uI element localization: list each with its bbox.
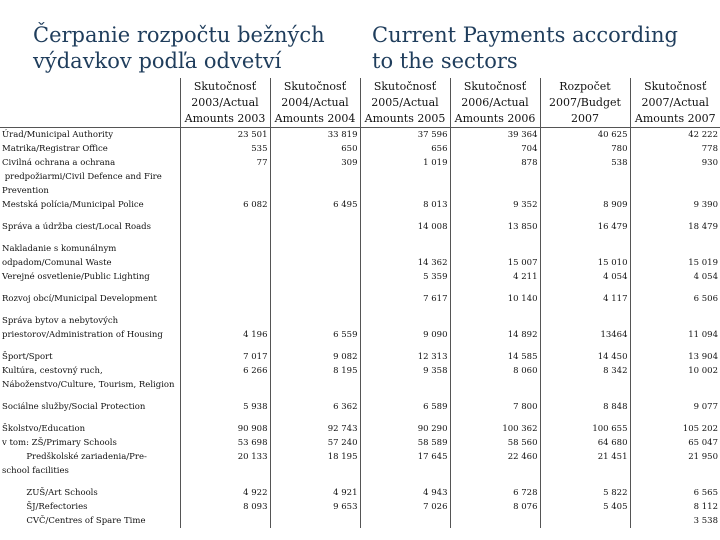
value-cell xyxy=(270,220,360,234)
spacer-cell xyxy=(0,392,180,400)
payments-table xyxy=(0,78,720,528)
spacer-cell xyxy=(0,414,180,422)
spacer-cell xyxy=(450,478,540,486)
spacer-cell xyxy=(450,392,540,400)
spacer-cell xyxy=(450,342,540,350)
spacer-cell xyxy=(360,306,450,314)
spacer-cell xyxy=(540,478,630,486)
spacer-cell xyxy=(180,306,270,314)
value-cell xyxy=(180,242,270,284)
table-row xyxy=(0,220,720,234)
spacer-cell xyxy=(180,392,270,400)
spacer-cell xyxy=(630,342,720,350)
value-cell: 10 140 xyxy=(450,292,540,306)
spacer-cell xyxy=(540,212,630,220)
value-cell xyxy=(180,220,270,234)
row-spacer xyxy=(0,392,720,400)
value-cell: 11 094 xyxy=(630,314,720,342)
spacer-cell xyxy=(0,234,180,242)
value-cell: 8 848 xyxy=(540,400,630,414)
spacer-cell xyxy=(450,414,540,422)
value-cell: 23 501 535 77 6 082 xyxy=(180,128,270,213)
title-english xyxy=(372,22,678,74)
spacer-cell xyxy=(270,342,360,350)
spacer-cell xyxy=(630,284,720,292)
spacer-cell xyxy=(0,284,180,292)
value-cell: 13 904 10 002 xyxy=(630,350,720,392)
column-header: Skutočnosť 2007/Actual Amounts 2007 xyxy=(630,78,720,128)
value-cell: 100 655 64 680 21 451 xyxy=(540,422,630,478)
table-row xyxy=(0,314,720,342)
column-header: Skutočnosť 2006/Actual Amounts 2006 xyxy=(450,78,540,128)
table-row xyxy=(0,350,720,392)
table-row xyxy=(0,128,720,213)
spacer-cell xyxy=(270,284,360,292)
value-cell: 9 082 8 195 xyxy=(270,350,360,392)
value-cell: 4 196 xyxy=(180,314,270,342)
spacer-cell xyxy=(450,306,540,314)
row-spacer xyxy=(0,478,720,486)
spacer-cell xyxy=(270,478,360,486)
value-cell: 5 822 5 405 xyxy=(540,486,630,528)
row-label: Školstvo/Education v tom: ZŠ/Primary Schools Predškolské zariadenia/Pre- school facilities xyxy=(2,424,147,476)
row-spacer xyxy=(0,342,720,350)
spacer-cell xyxy=(360,392,450,400)
title-slovak-line-1: Čerpanie rozpočtu bežných xyxy=(33,23,325,47)
spacer-cell xyxy=(180,342,270,350)
spacer-cell xyxy=(540,342,630,350)
value-cell xyxy=(270,292,360,306)
table-row xyxy=(0,242,720,284)
value-cell: 6 589 xyxy=(360,400,450,414)
column-header: Skutočnosť 2005/Actual Amounts 2005 xyxy=(360,78,450,128)
value-cell: 12 313 9 358 xyxy=(360,350,450,392)
value-cell: 13464 xyxy=(540,314,630,342)
table-header-row xyxy=(0,78,720,128)
spacer-cell xyxy=(360,414,450,422)
spacer-cell xyxy=(450,234,540,242)
value-cell: 14 008 xyxy=(360,220,450,234)
column-header: Rozpočet 2007/Budget 2007 xyxy=(540,78,630,128)
spacer-cell xyxy=(0,306,180,314)
value-cell: 42 222 778 930 9 390 xyxy=(630,128,720,213)
header-blank xyxy=(0,78,180,128)
spacer-cell xyxy=(0,342,180,350)
spacer-cell xyxy=(0,212,180,220)
row-label: Nakladanie s komunálnym odpadom/Comunal Waste Verejné osvetlenie/Public Lighting xyxy=(2,244,150,282)
value-cell: 37 596 656 1 019 8 013 xyxy=(360,128,450,213)
row-spacer xyxy=(0,306,720,314)
spacer-cell xyxy=(360,234,450,242)
value-cell: 105 202 65 047 21 950 xyxy=(630,422,720,478)
table-row xyxy=(0,292,720,306)
spacer-cell xyxy=(360,342,450,350)
value-cell: 4 922 8 093 xyxy=(180,486,270,528)
spacer-cell xyxy=(360,478,450,486)
value-cell: 14 585 8 060 xyxy=(450,350,540,392)
spacer-cell xyxy=(270,392,360,400)
value-cell: 4 921 9 653 xyxy=(270,486,360,528)
spacer-cell xyxy=(450,284,540,292)
row-label: Rozvoj obcí/Municipal Development xyxy=(2,294,157,304)
value-cell: 90 290 58 589 17 645 xyxy=(360,422,450,478)
value-cell: 7 617 xyxy=(360,292,450,306)
spacer-cell xyxy=(540,306,630,314)
spacer-cell xyxy=(270,414,360,422)
value-cell: 14 450 8 342 xyxy=(540,350,630,392)
title-slovak-line-2: výdavkov podľa odvetví xyxy=(33,49,282,73)
value-cell: 7 017 6 266 xyxy=(180,350,270,392)
value-cell: 14 892 xyxy=(450,314,540,342)
spacer-cell xyxy=(360,284,450,292)
spacer-cell xyxy=(540,392,630,400)
value-cell xyxy=(270,242,360,284)
spacer-cell xyxy=(630,234,720,242)
spacer-cell xyxy=(630,306,720,314)
value-cell: 15 007 4 211 xyxy=(450,242,540,284)
column-header: Skutočnosť 2003/Actual Amounts 2003 xyxy=(180,78,270,128)
spacer-cell xyxy=(630,414,720,422)
value-cell: 6 506 xyxy=(630,292,720,306)
spacer-cell xyxy=(360,212,450,220)
value-cell: 33 819 650 309 6 495 xyxy=(270,128,360,213)
value-cell: 9 077 xyxy=(630,400,720,414)
value-cell: 6 565 8 112 3 538 xyxy=(630,486,720,528)
table-row xyxy=(0,400,720,414)
table-row xyxy=(0,486,720,528)
spacer-cell xyxy=(450,212,540,220)
row-label: ZUŠ/Art Schools ŠJ/Refectories CVČ/Centres of Spare Time xyxy=(26,488,146,526)
spacer-cell xyxy=(540,234,630,242)
spacer-cell xyxy=(270,234,360,242)
spacer-cell xyxy=(180,212,270,220)
row-label: Správa a údržba ciest/Local Roads xyxy=(2,222,151,232)
value-cell xyxy=(180,292,270,306)
row-label: Šport/Sport Kultúra, cestovný ruch, Náboženstvo/Culture, Tourism, Religion xyxy=(2,352,175,390)
title-english-line-1: Current Payments according xyxy=(372,23,678,47)
spacer-cell xyxy=(180,284,270,292)
value-cell: 6 559 xyxy=(270,314,360,342)
value-cell: 7 800 xyxy=(450,400,540,414)
title-slovak xyxy=(33,22,325,74)
spacer-cell xyxy=(540,284,630,292)
spacer-cell xyxy=(180,414,270,422)
spacer-cell xyxy=(180,478,270,486)
value-cell: 16 479 xyxy=(540,220,630,234)
table-row xyxy=(0,422,720,478)
row-label: Úrad/Municipal Authority Matrika/Registrar Office Civilná ochrana a ochrana predpožiarmi/Civil Defence and Fire Prevention Mestská polícia/Municipal Police xyxy=(2,130,162,210)
row-spacer xyxy=(0,414,720,422)
spacer-cell xyxy=(180,234,270,242)
value-cell: 4 117 xyxy=(540,292,630,306)
row-spacer xyxy=(0,284,720,292)
value-cell: 15 010 4 054 xyxy=(540,242,630,284)
value-cell: 90 908 53 698 20 133 xyxy=(180,422,270,478)
value-cell: 14 362 5 359 xyxy=(360,242,450,284)
spacer-cell xyxy=(630,392,720,400)
value-cell: 6 362 xyxy=(270,400,360,414)
spacer-cell xyxy=(540,414,630,422)
value-cell: 6 728 8 076 xyxy=(450,486,540,528)
spacer-cell xyxy=(0,478,180,486)
value-cell: 92 743 57 240 18 195 xyxy=(270,422,360,478)
spacer-cell xyxy=(270,212,360,220)
column-header: Skutočnosť 2004/Actual Amounts 2004 xyxy=(270,78,360,128)
row-label: Sociálne služby/Social Protection xyxy=(2,402,146,412)
value-cell: 15 019 4 054 xyxy=(630,242,720,284)
value-cell: 9 090 xyxy=(360,314,450,342)
spacer-cell xyxy=(270,306,360,314)
value-cell: 5 938 xyxy=(180,400,270,414)
value-cell: 39 364 704 878 9 352 xyxy=(450,128,540,213)
spacer-cell xyxy=(630,478,720,486)
value-cell: 40 625 780 538 8 909 xyxy=(540,128,630,213)
row-label: Správa bytov a nebytových priestorov/Administration of Housing xyxy=(2,316,163,340)
row-spacer xyxy=(0,234,720,242)
value-cell: 100 362 58 560 22 460 xyxy=(450,422,540,478)
value-cell: 13 850 xyxy=(450,220,540,234)
value-cell: 18 479 xyxy=(630,220,720,234)
title-english-line-2: to the sectors xyxy=(372,49,518,73)
spacer-cell xyxy=(630,212,720,220)
value-cell: 4 943 7 026 xyxy=(360,486,450,528)
row-spacer xyxy=(0,212,720,220)
